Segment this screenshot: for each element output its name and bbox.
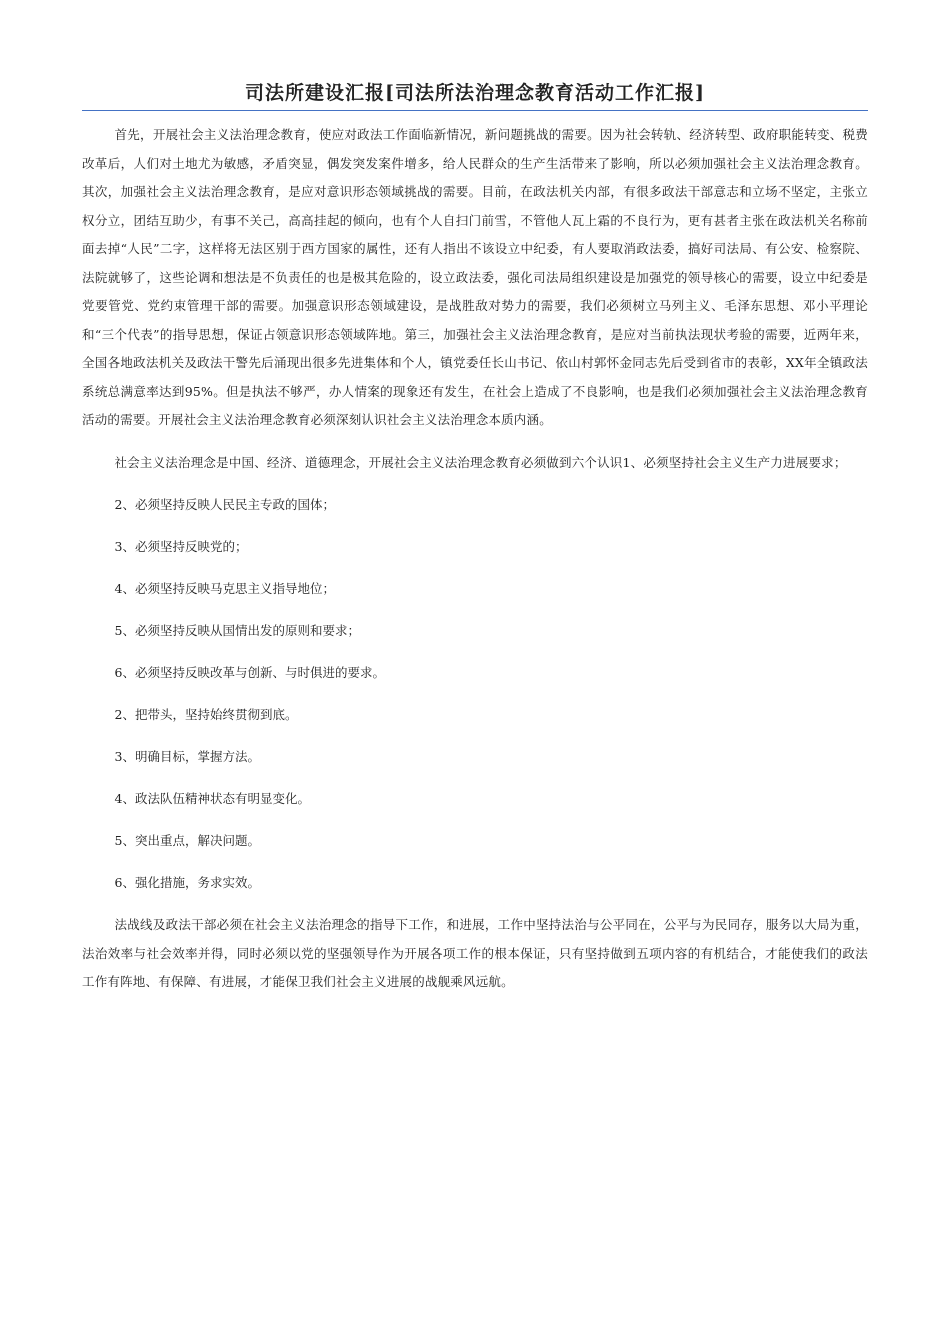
paragraph-1: 首先，开展社会主义法治理念教育，使应对政法工作面临新情况，新问题挑战的需要。因为社会转轨、经济转型、政府职能转变、税费改革后，人们对土地尤为敏感，矛盾突显，偶发突发案件增多，给人民群众的生产生活带来了影响，所以必须加强社会主义法治理念教育。其次，加强社会主义法治理念教育，是应对意识形态领域挑战的需要。目前，在政法机关内部，有很多政法干部意志和立场不坚定，主张立权分立，团结互助少，有事不关己，高高挂起的倾向，也有个人自扫门前雪，不管他人瓦上霜的不良行为，更有甚者主张在政法机关名称前面去掉“人民”二字，这样将无法区别于西方国家的属性，还有人指出不该设立中纪委，有人要取消政法委，搞好司法局、有公安、检察院、法院就够了，这些论调和想法是不负责任的也是极其危险的，设立政法委，强化司法局组织建设是加强党的领导核心的需要，设立中纪委是党要管党、党约束管理干部的需要。加强意识形态领域建设，是战胜敌对势力的需要，我们必须树立马列主义、毛泽东思想、邓小平理论和“三个代表”的指导思想，保证占领意识形态领域阵地。第三，加强社会主义法治理念教育，是应对当前执法现状考验的需要，近两年来，全国各地政法机关及政法干警先后涌现出很多先进集体和个人，镇党委任长山书记、依山村郭怀金同志先后受到省市的表彰，XX年全镇政法系统总满意率达到95%。但是执法不够严，办人情案的现象还有发生，在社会上造成了不良影响，也是我们必须加强社会主义法治理念教育活动的需要。开展社会主义法治理念教育必须深刻认识社会主义法治理念本质内涵。 [82, 127, 868, 427]
closing-paragraph: 法战线及政法干部必须在社会主义法治理念的指导下工作，和进展，工作中坚持法治与公平同在，公平与为民同存，服务以大局为重，法治效率与社会效率并得，同时必须以党的坚强领导作为开展各项工作的根本保证，只有坚持做到五项内容的有机结合，才能使我们的政法工作有阵地、有保障、有进展，才能保卫我们社会主义进展的战舰乘风远航。 [82, 917, 868, 989]
paragraph-2: 社会主义法治理念是中国、经济、道德理念，开展社会主义法治理念教育必须做到六个认识1、必须坚持社会主义生产力进展要求； [114, 454, 847, 470]
list-item: 6、强化措施，务求实效。 [114, 875, 260, 890]
document-title: 司法所建设汇报[司法所法治理念教育活动工作汇报] [82, 78, 868, 111]
list-item: 4、政法队伍精神状态有明显变化。 [114, 791, 310, 806]
list-item: 3、明确目标，掌握方法。 [114, 749, 260, 764]
list-item: 2、把带头，坚持始终贯彻到底。 [114, 707, 298, 722]
list-item: 5、突出重点，解决问题。 [114, 833, 260, 848]
list-item: 4、必须坚持反映马克思主义指导地位； [114, 581, 335, 596]
document-page [82, 78, 868, 997]
list-item: 2、必须坚持反映人民民主专政的国体； [114, 497, 335, 512]
list-item: 5、必须坚持反映从国情出发的原则和要求； [114, 623, 360, 638]
list-item: 6、必须坚持反映改革与创新、与时俱进的要求。 [114, 665, 385, 680]
list-item: 3、必须坚持反映党的； [114, 539, 248, 554]
